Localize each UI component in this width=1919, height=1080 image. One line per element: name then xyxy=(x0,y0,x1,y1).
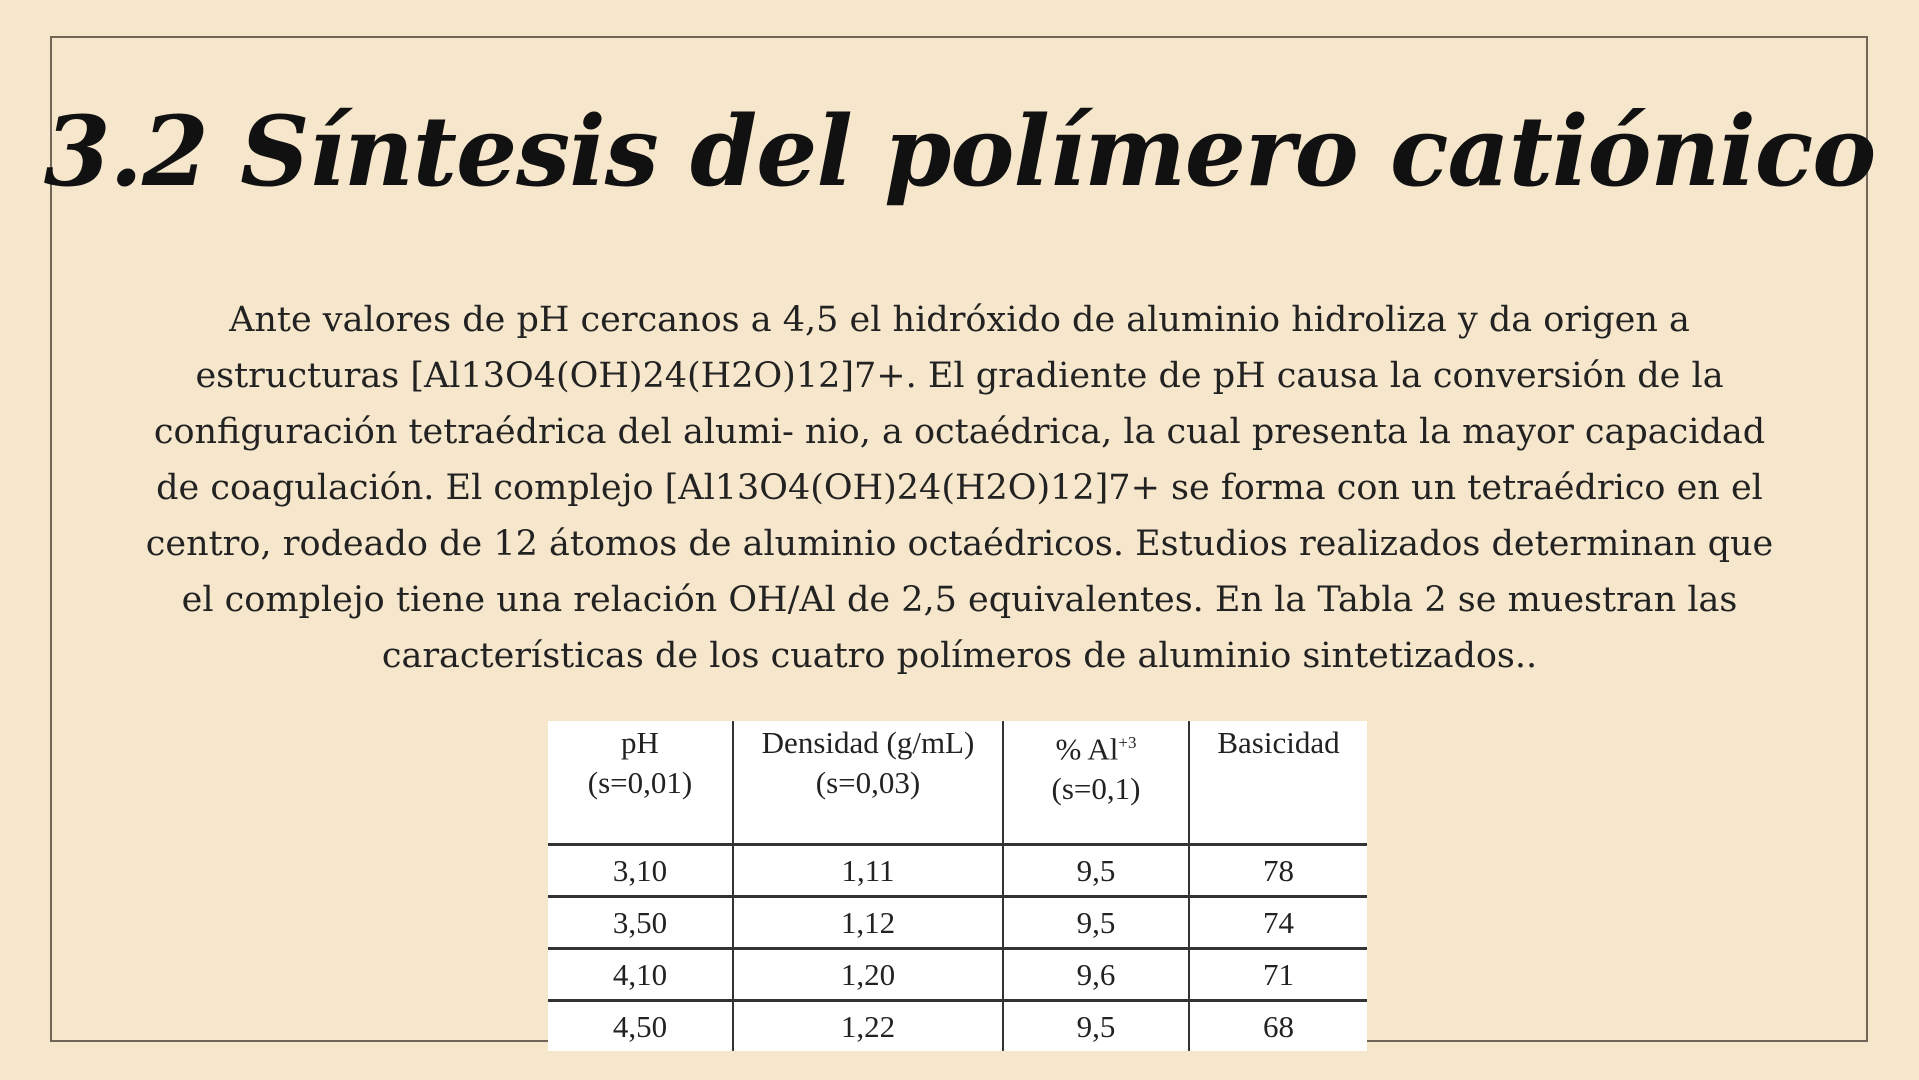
table-cell: 9,5 xyxy=(1003,845,1189,897)
header-densidad xyxy=(733,721,1003,845)
header-line xyxy=(1004,723,1188,769)
paragraph-line: el complejo tiene una relación OH/Al de 2,5 equivalentes. En la Tabla 2 se muestran las xyxy=(181,580,1738,620)
header-line: Basicidad xyxy=(1217,725,1340,760)
table-row xyxy=(548,845,1367,897)
table-header-row xyxy=(548,721,1367,845)
table-cell: 1,12 xyxy=(733,897,1003,949)
table-cell: 9,6 xyxy=(1003,949,1189,1001)
header-line: (s=0,03) xyxy=(815,765,921,800)
table-cell: 3,10 xyxy=(548,845,733,897)
header-ph xyxy=(548,721,733,845)
table-cell: 71 xyxy=(1189,949,1367,1001)
table-row xyxy=(548,1001,1367,1052)
table-cell: 4,10 xyxy=(548,949,733,1001)
table-cell: 1,11 xyxy=(733,845,1003,897)
table-row xyxy=(548,897,1367,949)
body-paragraph xyxy=(100,292,1819,684)
table-cell: 78 xyxy=(1189,845,1367,897)
table-cell: 3,50 xyxy=(548,897,733,949)
header-text: % Al xyxy=(1055,731,1119,767)
table-cell: 9,5 xyxy=(1003,1001,1189,1052)
slide-title: 3.2 Síntesis del polímero catiónico xyxy=(43,95,1876,208)
header-sup: +3 xyxy=(1118,733,1137,752)
table-cell: 9,5 xyxy=(1003,897,1189,949)
table-cell: 68 xyxy=(1189,1001,1367,1052)
paragraph-line: Ante valores de pH cercanos a 4,5 el hidróxido de aluminio hidroliza y da origen a xyxy=(229,300,1690,340)
paragraph-line: características de los cuatro polímeros de aluminio sintetizados.. xyxy=(381,636,1538,676)
table-cell: 74 xyxy=(1189,897,1367,949)
polymer-table xyxy=(548,721,1367,1051)
paragraph-line: configuración tetraédrica del alumi- nio, a octaédrica, la cual presenta la mayor capacidad xyxy=(153,412,1766,452)
header-al xyxy=(1003,721,1189,845)
header-line: (s=0,01) xyxy=(587,765,693,800)
header-line: (s=0,1) xyxy=(1051,771,1141,807)
table-cell: 4,50 xyxy=(612,1008,668,1044)
table-cell: 1,22 xyxy=(733,1001,1003,1052)
header-line: Densidad (g/mL) xyxy=(761,725,975,760)
table-row xyxy=(548,949,1367,1001)
header-line: pH xyxy=(621,725,659,760)
header-basicidad xyxy=(1189,721,1367,845)
paragraph-line: de coagulación. El complejo [Al13O4(OH)24(H2O)12]7+ se forma con un tetraédrico en el xyxy=(156,468,1763,508)
paragraph-line: centro, rodeado de 12 átomos de aluminio octaédricos. Estudios realizados determinan que xyxy=(145,524,1774,564)
table-cell: 1,20 xyxy=(733,949,1003,1001)
paragraph-line: estructuras [Al13O4(OH)24(H2O)12]7+. El gradiente de pH causa la conversión de la xyxy=(195,356,1724,396)
